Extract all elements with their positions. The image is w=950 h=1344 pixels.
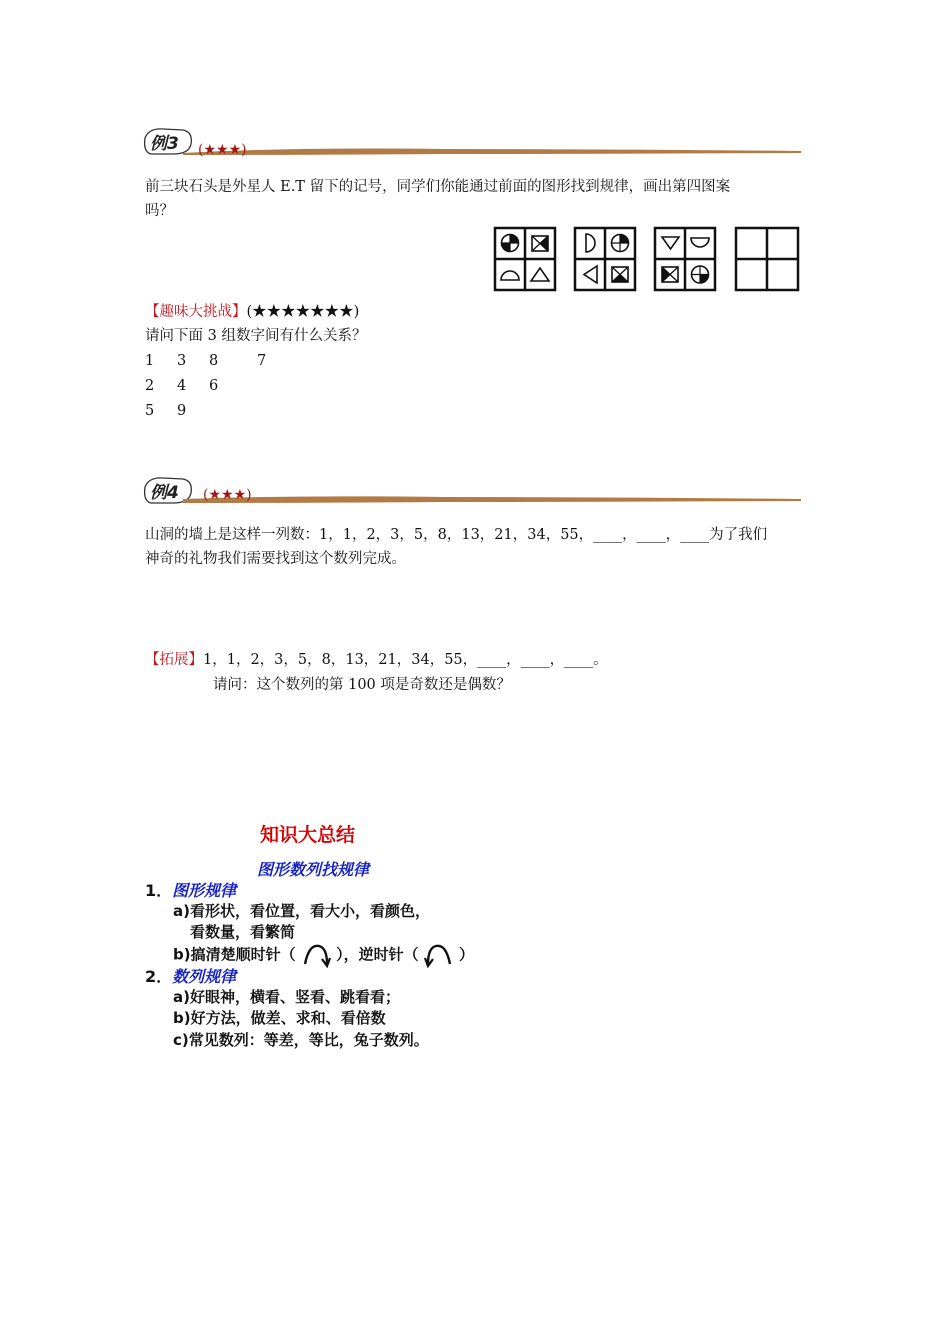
example-3-text-line2: 吗？ — [145, 203, 174, 219]
extension-line — [145, 648, 608, 672]
pattern-box-3 — [655, 228, 715, 290]
pattern-box-4-answer — [736, 228, 798, 290]
challenge-stars: (★★★★★★★) — [246, 304, 360, 320]
counterclockwise-arrow-icon — [424, 942, 454, 968]
number-cell: 2 — [145, 378, 155, 394]
number-cell: 4 — [177, 378, 187, 394]
challenge-label: 【趣味大挑战】 — [145, 304, 247, 320]
summary-section-2 — [145, 964, 236, 987]
pattern-figures — [493, 226, 803, 292]
section-2-item-b: b)好方法，做差、求和、看倍数 — [173, 1009, 386, 1027]
example-3-stars: (★★★) — [198, 142, 247, 158]
pattern-box-2 — [575, 228, 635, 290]
example-4-header — [143, 473, 803, 513]
example-3-badge: 例3 — [150, 134, 179, 154]
section-1-item-b-suffix: ） — [459, 945, 475, 964]
section-1-item-a: a)看形状，看位置，看大小，看颜色， — [173, 902, 430, 920]
example-4-badge: 例4 — [150, 483, 179, 503]
clockwise-arrow-icon — [301, 942, 331, 968]
summary-section-1 — [145, 878, 236, 901]
extension-label: 【拓展】 — [145, 652, 203, 668]
number-cell: 5 — [145, 403, 155, 419]
number-cell: 3 — [177, 353, 187, 369]
section-1-item-a-cont: 看数量，看繁简 — [190, 923, 296, 941]
section-1-item-b-prefix: b)搞清楚顺时针（ — [173, 945, 296, 964]
number-cell: 9 — [177, 403, 187, 419]
section-2-item-a: a)好眼神，横看、竖看、跳看看； — [173, 988, 400, 1006]
example-4-stars: (★★★) — [203, 487, 252, 503]
number-cell: 1 — [145, 353, 155, 369]
number-group-2 — [145, 374, 345, 398]
number-cell: 6 — [209, 378, 219, 394]
example-3-text-line1: 前三块石头是外星人 E.T 留下的记号，同学们你能通过前面的图形找到规律，画出第四图案 — [145, 179, 731, 195]
summary-subtitle: 图形数列找规律 — [257, 860, 370, 879]
section-1-item-b-mid: ），逆时针（ — [336, 945, 419, 964]
example-4-text-line1: 山洞的墙上是这样一列数：1，1，2，3，5，8，13，21，34，55，____，____，____为了我们 — [145, 527, 768, 543]
section-1-number: 1． — [145, 881, 173, 900]
pattern-box-1 — [495, 228, 555, 290]
section-2-item-c: c)常见数列：等差，等比，兔子数列。 — [173, 1031, 429, 1049]
challenge-question: 请问下面 3 组数字间有什么关系？ — [145, 328, 367, 344]
number-group-1 — [145, 349, 345, 373]
example-4-text-line2: 神奇的礼物我们需要找到这个数列完成。 — [145, 551, 406, 567]
number-cell: 7 — [257, 353, 267, 369]
section-1-title: 图形规律 — [172, 881, 237, 900]
section-2-number: 2． — [145, 967, 173, 986]
extension-question: 请问：这个数列的第 100 项是奇数还是偶数？ — [213, 677, 511, 693]
challenge-heading — [145, 300, 359, 324]
number-group-3 — [145, 399, 345, 423]
summary-title: 知识大总结 — [260, 824, 356, 846]
section-2-title: 数列规律 — [172, 967, 237, 986]
number-cell: 8 — [209, 353, 219, 369]
example-3-header — [143, 124, 803, 164]
extension-sequence: 1，1，2，3，5，8，13，21，34，55，____，____，____。 — [203, 652, 608, 668]
